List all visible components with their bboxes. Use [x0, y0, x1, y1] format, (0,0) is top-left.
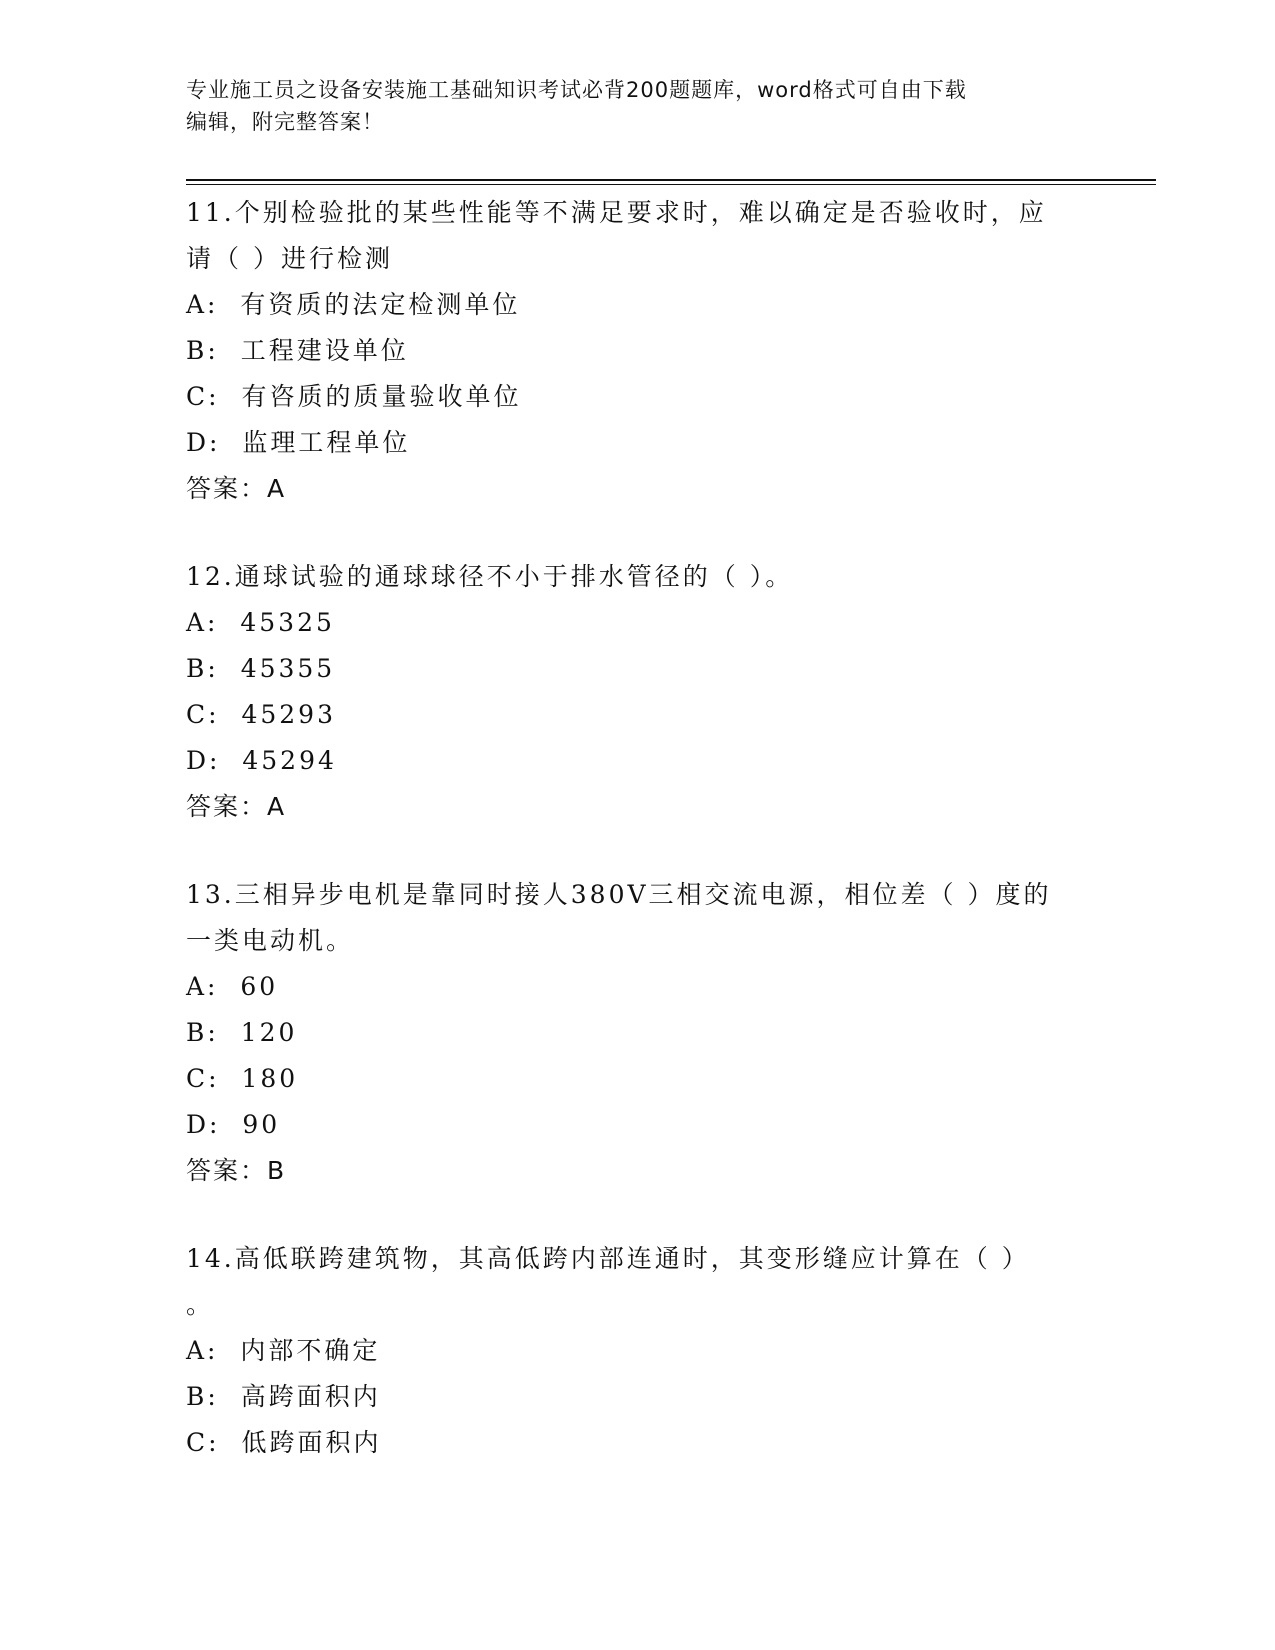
- question-stem: 13.三相异步电机是靠同时接人380V三相交流电源，相位差（ ）度的: [186, 880, 1052, 909]
- document-header: [186, 74, 1066, 138]
- option-c: C: 有咨质的质量验收单位: [186, 382, 522, 411]
- option-a: A: 60: [186, 972, 279, 1001]
- option-a: A: 内部不确定: [186, 1336, 381, 1365]
- option-b: B: 120: [186, 1018, 298, 1047]
- question-13: [186, 872, 1086, 1194]
- question-stem: 请（ ）进行检测: [186, 244, 393, 273]
- option-d: D: 90: [186, 1110, 281, 1139]
- answer: 答案：A: [186, 474, 287, 503]
- option-d: D: 监理工程单位: [186, 428, 411, 457]
- answer: 答案：A: [186, 792, 287, 821]
- question-stem: 14.高低联跨建筑物，其高低跨内部连通时，其变形缝应计算在（ ）: [186, 1244, 1030, 1273]
- header-line-2: 编辑，附完整答案！: [186, 110, 384, 134]
- question-stem: 11.个别检验批的某些性能等不满足要求时，难以确定是否验收时，应: [186, 198, 1047, 227]
- option-b: B: 高跨面积内: [186, 1382, 381, 1411]
- option-a: A: 45325: [186, 608, 335, 637]
- option-b: B: 45355: [186, 654, 336, 683]
- answer: 答案：B: [186, 1156, 287, 1185]
- option-b: B: 工程建设单位: [186, 336, 409, 365]
- question-list: [186, 190, 1086, 1508]
- option-c: C: 低跨面积内: [186, 1428, 382, 1457]
- question-stem: 。: [186, 1290, 215, 1319]
- question-stem: 一类电动机。: [186, 926, 355, 955]
- question-stem: 12.通球试验的通球球径不小于排水管径的（ ）。: [186, 562, 794, 591]
- question-14: [186, 1236, 1086, 1466]
- header-divider-thick: [186, 179, 1156, 181]
- header-divider-thin: [186, 184, 1156, 185]
- question-12: [186, 554, 1086, 830]
- header-line-1: 专业施工员之设备安装施工基础知识考试必背200题题库，word格式可自由下载: [186, 78, 967, 102]
- question-11: [186, 190, 1086, 512]
- option-c: C: 180: [186, 1064, 299, 1093]
- option-d: D: 45294: [186, 746, 337, 775]
- option-c: C: 45293: [186, 700, 336, 729]
- option-a: A: 有资质的法定检测单位: [186, 290, 521, 319]
